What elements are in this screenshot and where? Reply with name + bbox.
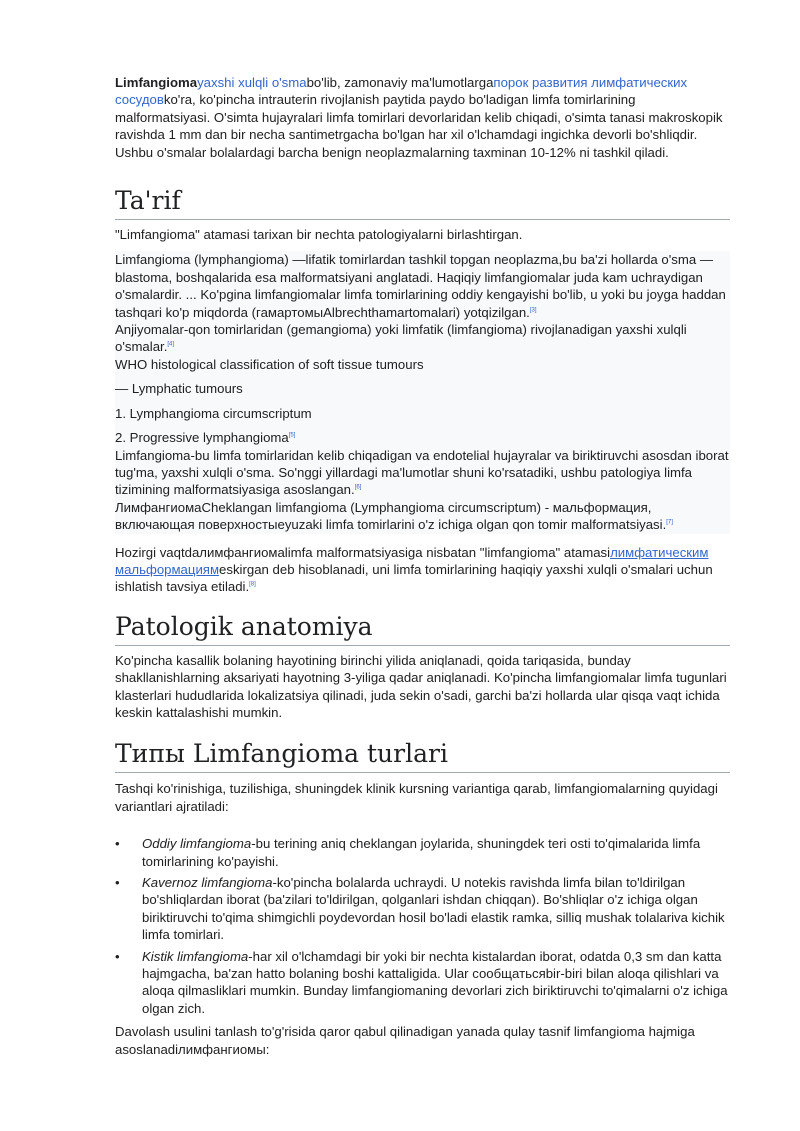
tarif-paragraph-9: [115, 499, 730, 534]
ref-4[interactable]: [4]: [167, 342, 175, 349]
tarif-p10-text-a: Hozirgi vaqtdaлимфангиомаlimfa malformatsiyasiga nisbatan "limfangioma" atamasi: [115, 544, 611, 560]
tarif-p7-text: 2. Progressive lymphangioma: [115, 430, 289, 446]
tarif-paragraph-6: 1. Lymphangioma circumscriptum: [115, 405, 312, 421]
type-text: -bu terining aniq cheklangan joylarida, shuningdek teri osti to'qimalarida limfa tomirlarining ko'payishi.: [142, 836, 701, 869]
type-term: Oddiy limfangioma: [142, 836, 252, 852]
tarif-paragraph-4: WHO histological classification of soft tissue tumours: [115, 356, 424, 372]
tarif-paragraph-10: [115, 544, 730, 596]
type-text: -har xil o'lchamdagi bir yoki bir nechta kistalardan iborat, odatda 0,3 sm dan katta hajmgacha, ba'zan hatto bolaning boshi kattaligida. Ular сообщатьсяbir-biri bilan aloqa qilishlari va aloqa qilmasliklari mumkin. Bunday limfangiomaning devorlari zich biriktiruvchi to'qimalarni o'z ichiga olgan zich.: [142, 948, 728, 1016]
pat-paragraph-1: Ko'pincha kasallik bolaning hayotining birinchi yilida aniqlanadi, qoida tariqasida, bunday shakllanishlarning aksariyati hayotning 3-yiliga qadar aniqlanadi. Ko'pincha limfangiomalar limfa tugunlari klasterlari hududlarida lokalizatsiya qilinadi, juda sekin o'sadi, garchi ba'zi hollarda ular qisqa vaqt ichida keskin kattalashishi mumkin.: [115, 652, 727, 720]
tarif-p8-text: Limfangioma-bu limfa tomirlaridan kelib chiqadigan va endotelial hujayralar va biriktiruvchi asosdan iborat tug'ma, yaxshi xulqli o'sma. So'nggi yillardagi ma'lumotlar shuni ko'rsatadiki, ushbu patologiya limfa tizimining malformatsiyasiga asoslangan.: [115, 447, 729, 498]
tarif-paragraph-8: [115, 447, 730, 499]
bullet-icon: •: [115, 875, 120, 890]
type-text: -ko'pincha bolalarda uchraydi. U notekis ravishda limfa bilan to'ldirilgan bo'shliqlardan iborat (ba'zilari to'ldirilgan, qolganlari ishdan chiqqan). Bo'shliqlar o'z ichiga olgan biriktiruvchi to'qima shimgichli poydevordan hosil bo'ladi elastik ramka, silliq mushak tolalariva kichik limfa tomirlari.: [142, 875, 725, 943]
tarif-paragraph-7: [115, 429, 730, 446]
tarif-p2-text: Limfangioma (lymphangioma) —lifatik tomirlardan tashkil topgan neoplazma,bu ba'zi hollarda o'sma — blastoma, boshqalarida esa malformatsiyani anglatadi. Haqiqiy limfangiomalar juda kam uchraydigan o'smalardir. ... Ko'pgina limfangiomalar limfa tomirlarining oddiy kengayishi bo'lib, u yoki bu joyga haddan tashqari ko'p miqdorda (гамартомыAlbrechthamartomalari) yotqizilgan.: [115, 252, 726, 320]
link-limfaticheskim-malformatsiyam[interactable]: лимфатическим мальформациям: [115, 544, 709, 577]
tarif-p9-text: ЛимфангиомаCheklangan limfangioma (Lymphangioma circumscriptum) - мальформация, включающая поверхностыeyuzaki limfa tomirlarini o'z ichiga olgan qon tomir malformatsiyasi.: [115, 499, 667, 533]
intro-text-1: bo'lib, zamonaviy ma'lumotlarga: [306, 75, 494, 90]
tarif-p3-text: Anjiyomalar-qon tomirlaridan (gemangioma) yoki limfatik (limfangioma) rivojlanadigan yaxshi xulqli o'smalar.: [115, 322, 687, 355]
ref-6[interactable]: [6]: [354, 484, 362, 491]
link-porok-razvitiya[interactable]: порок развития лимфатических сосудов: [115, 75, 688, 108]
types-list: [115, 835, 730, 1017]
tarif-paragraph-3: [115, 321, 730, 356]
heading-types: Типы Limfangioma turlari: [115, 738, 730, 773]
intro-bold-term: Limfangioma: [115, 75, 198, 90]
ref-5[interactable]: [5]: [288, 432, 296, 439]
tarif-quote-block: [115, 251, 730, 533]
ref-8[interactable]: [8]: [249, 581, 256, 588]
types-paragraph-2: Davolash usulini tanlash to'g'risida qaror qabul qilinadigan yanada qulay tasnif limfangioma hajmiga asoslanadiлимфангиомы:: [115, 1024, 695, 1057]
intro-text-2: ko'ra, ko'pincha intrauterin rivojlanish paytida paydo bo'ladigan limfa tomirlarining malformatsiyasi. O'simta hujayralari limfa tomirlari devorlaridan kelib chiqadi, o'simta tanasi makroskopik ravishda 1 mm dan bir necha santimetrgacha bo'lgan har xil o'lchamdagi ingichka devorli bo'shliqdir. Ushbu o'smalar bolalardagi barcha benign neoplazmalarning taxminan 10-12% ni tashkil qiladi.: [115, 92, 723, 160]
list-item: [115, 835, 730, 870]
list-item: [115, 948, 730, 1018]
types-paragraph-1: Tashqi ko'rinishiga, tuzilishiga, shuningdek klinik kursning variantiga qarab, limfangiomalarning quyidagi variantlari ajratiladi:: [115, 781, 718, 814]
ref-7[interactable]: [7]: [666, 519, 673, 526]
tarif-paragraph-1: "Limfangioma" atamasi tarixan bir nechta patologiyalarni birlashtirgan.: [115, 227, 523, 243]
ref-3[interactable]: [3]: [529, 307, 537, 314]
heading-tarif: Ta'rif: [115, 185, 730, 220]
intro-paragraph: [115, 74, 730, 161]
type-term: Kistik limfangioma: [142, 948, 249, 964]
heading-patologik-anatomiya: Patologik anatomiya: [115, 611, 730, 646]
tarif-paragraph-2: [115, 251, 730, 321]
tarif-paragraph-5: — Lymphatic tumours: [115, 381, 243, 397]
tarif-p10-text-b: eskirgan deb hisoblanadi, uni limfa tomirlarining haqiqiy yaxshi xulqli o'smalari uchun ishlatish tavsiya etiladi.: [115, 561, 713, 595]
type-term: Kavernoz limfangioma: [142, 875, 273, 890]
link-yaxshi-xulqli-osma[interactable]: yaxshi xulqli o'sma: [197, 75, 307, 90]
list-item: [115, 874, 730, 944]
bullet-icon: •: [115, 948, 120, 964]
bullet-icon: •: [115, 836, 120, 852]
